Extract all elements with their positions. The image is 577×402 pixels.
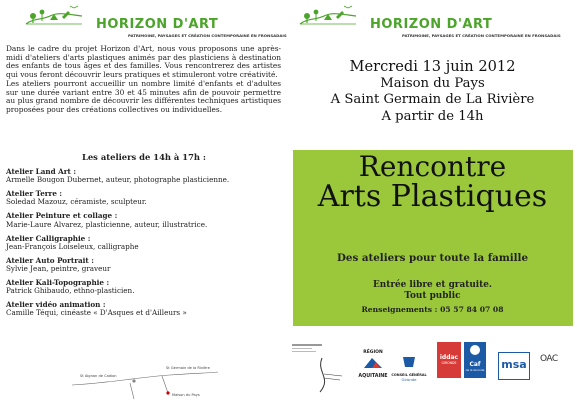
atelier-title: Atelier Land Art : [6, 167, 76, 176]
caf-shape-icon [468, 343, 482, 357]
atelier-title: Atelier Calligraphie : [6, 233, 91, 243]
banner-title-1: Rencontre [358, 150, 507, 183]
atelier-desc: Marie-Laure Alvarez, plasticienne, auteur, illustratrice. [6, 219, 208, 229]
atelier-item [6, 168, 284, 185]
landscape-logo-icon [24, 2, 84, 32]
partner-logos [288, 340, 577, 400]
event-time: A partir de 14h [381, 108, 484, 124]
msa-label: msa [501, 358, 527, 371]
logo-subtitle: PATRIMOINE, PAYSAGES ET CRÉATION CONTEMPORAINE EN FRONSADAIS [128, 33, 287, 38]
caf-label: Caf [469, 361, 481, 368]
atelier-desc: Armelle Bougon Dubernet, auteur, photographe plasticienne. [6, 175, 230, 185]
landscape-logo-icon [298, 2, 358, 32]
venue-name: Maison du Pays [380, 76, 485, 91]
audience: Tout public [404, 291, 461, 301]
atelier-desc: Patrick Ghibaudo, ethno-plasticien. [6, 286, 135, 296]
atelier-item [6, 279, 284, 296]
location-map [70, 363, 220, 401]
atelier-desc: Camille Téqui, cinéaste « D'Asques et d'Ailleurs » [6, 308, 187, 318]
atelier-item [6, 212, 284, 229]
atelier-desc: Sylvie Jean, peintre, graveur [6, 264, 111, 274]
atelier-item [6, 235, 284, 252]
atelier-desc: Soledad Mazouz, céramiste, sculpteur. [6, 197, 147, 207]
atelier-item [6, 257, 284, 274]
admission-info [288, 280, 577, 302]
event-date: Mercredi 13 juin 2012 [349, 58, 516, 75]
map-label-a: St Aignan de Cadion [80, 374, 117, 378]
aquitaine-shape-icon [362, 356, 384, 370]
map-label-b: St Germain de la Rivière [166, 366, 210, 370]
free-entry: Entrée libre et gratuite. [373, 280, 492, 290]
atelier-item [6, 190, 284, 207]
caf-sub-label: de la Gironde [465, 368, 485, 372]
region-label: RÉGION [363, 350, 383, 355]
contact-phone: Renseignements : 05 57 84 07 08 [361, 305, 504, 314]
atelier-title: Atelier Auto Portrait : [6, 255, 94, 265]
iddac-sub-label: GIRONDE [441, 361, 457, 365]
atelier-desc: Jean-François Loiseleux, calligraphe [6, 241, 139, 251]
atelier-title: Atelier vidéo animation : [6, 300, 106, 310]
iddac-label: iddac [439, 354, 459, 361]
banner-title-2: Arts Plastiques [317, 179, 548, 214]
caf-logo [464, 342, 486, 378]
intro-text [6, 45, 281, 115]
gironde-shape-icon [401, 355, 417, 369]
atelier-title: Atelier Kali-Topographie : [6, 277, 110, 287]
atelier-title: Atelier Peinture et collage : [6, 211, 118, 221]
ateliers-list [6, 168, 284, 323]
msa-logo [498, 352, 530, 380]
oac-logo: OAC [540, 354, 558, 364]
horizon-logo [24, 2, 287, 50]
tagline: Des ateliers pour toute la famille [336, 252, 529, 264]
gironde-label: Gironde [401, 377, 417, 382]
atelier-title: Atelier Terre : [6, 189, 63, 199]
left-panel [0, 0, 288, 402]
logo-title: HORIZON D'ART [370, 17, 493, 32]
intro-paragraph-2: Les ateliers pourront accueillir un nombre limité d'enfants et d'adultes sur une durée variant entre 30 et 45 minutes afin de pouvoir permettre au plus grand nombre de découvrir les différentes techniques artistiques proposées pour des créations collectives ou individuelles. [6, 78, 281, 114]
gironde-logo [391, 354, 427, 382]
horizon-logo [298, 2, 568, 50]
atelier-item [6, 301, 284, 318]
region-aquitaine-logo [357, 350, 389, 379]
fronsadais-logo-icon [312, 354, 346, 394]
aquitaine-label: AQUITAINE [358, 374, 388, 379]
map-label-c: Maison du Pays [172, 393, 200, 397]
intro-paragraph-1: Dans le cadre du projet Horizon d'Art, nous vous proposons une après-midi d'ateliers d'arts plastiques animés par des plasticiens à destination des enfants de tous âges et des familles. Vous rencontrerez des artistes qui vous feront découvrir leurs pratiques et stimuleront votre créativité. [6, 44, 281, 80]
conseil-label: CONSEIL GÉNÉRAL [391, 373, 427, 377]
event-info [288, 58, 577, 125]
iddac-logo [437, 342, 461, 378]
logo-subtitle: PATRIMOINE, PAYSAGES ET CRÉATION CONTEMPORAINE EN FRONSADAIS [402, 33, 561, 38]
right-panel [288, 0, 577, 402]
venue-location: A Saint Germain de La Rivière [330, 92, 535, 108]
logo-title: HORIZON D'ART [96, 17, 219, 32]
sessions-title: Les ateliers de 14h à 17h : [81, 152, 207, 162]
